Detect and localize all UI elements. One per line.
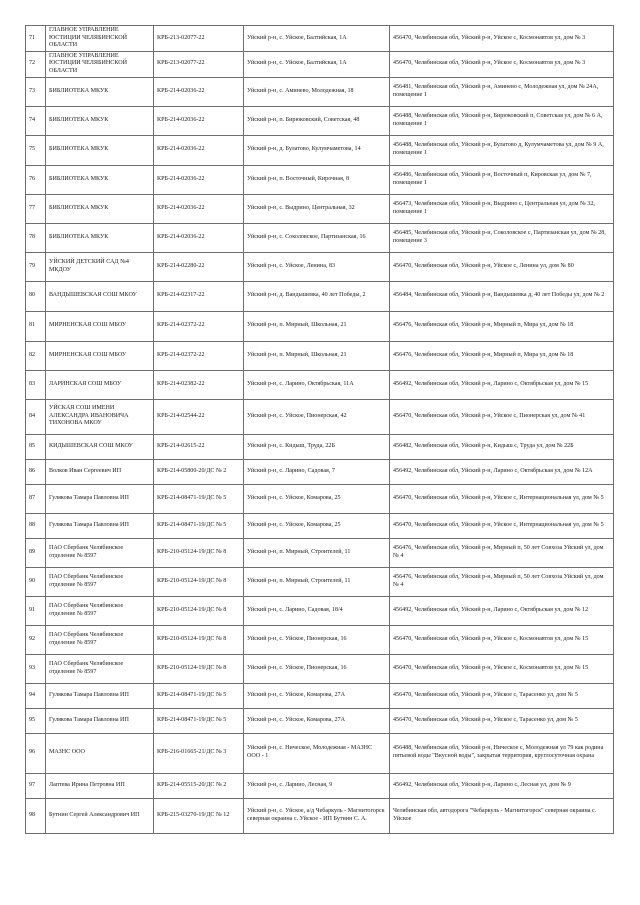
legal-address: 456492, Челябинская обл, Уйский р-н, Ларино с, Октябрьская ул, дом № 15	[390, 370, 614, 399]
table-row	[26, 106, 614, 135]
object-address: Уйский р-н, с. Ларино, Лесная, 9	[244, 773, 390, 798]
legal-address: 456485, Челябинская обл, Уйский р-н, Соколовское с, Партизанская ул, дом № 28, помещение 3	[390, 223, 614, 252]
row-number: 80	[26, 281, 46, 311]
legal-address: 456476, Челябинская обл, Уйский р-н, Мирный п, 50 лет Совхоза Уйский ул, дом № 4	[390, 538, 614, 567]
organization-name: ГЛАВНОЕ УПРАВЛЕНИЕ ЮСТИЦИИ ЧЕЛЯБИНСКОЙ ОБЛАСТИ	[46, 51, 154, 77]
object-address: Уйский р-н, с. Уйское, Ленина, 83	[244, 252, 390, 281]
organization-name: Гулякова Тамара Павловна ИП	[46, 683, 154, 708]
legal-address: 456484, Челябинская обл, Уйский р-н, Вандышевка д, 40 лет Победы ул, дом № 2	[390, 281, 614, 311]
table-row	[26, 341, 614, 370]
object-address: Уйский р-н, п. Восточный, Кирочная, 8	[244, 165, 390, 194]
organization-name: ПАО Сбербанк Челябинское отделение № 8597	[46, 596, 154, 625]
legal-address: 456481, Челябинская обл, Уйский р-н, Аминево с, Молодежная ул, дом № 24А, помещение 1	[390, 77, 614, 106]
organization-name: БИБЛИОТЕКА МКУК	[46, 223, 154, 252]
row-number: 92	[26, 625, 46, 654]
row-number: 91	[26, 596, 46, 625]
organization-name: Гулякова Тамара Павловна ИП	[46, 513, 154, 538]
table-row	[26, 596, 614, 625]
object-address: Уйский р-н, с. Уйское, Комарова, 27А	[244, 708, 390, 733]
object-address: Уйский р-н, с. Ларино, Октябрьская, 11А	[244, 370, 390, 399]
organization-name: Гулякова Тамара Павловна ИП	[46, 484, 154, 513]
object-address: Уйский р-н, п. Мирный, Строителей, 11	[244, 567, 390, 596]
legal-address: 456473, Челябинская обл, Уйский р-н, Выдрино с, Центральная ул, дом № 32, помещение 1	[390, 194, 614, 223]
organization-name: Гулякова Тамара Павловна ИП	[46, 708, 154, 733]
row-number: 84	[26, 399, 46, 434]
registration-id: КРБ-214-05515-20/ДС № 2	[154, 773, 244, 798]
registration-id: КРБ-210-05124-19/ДС № 8	[154, 596, 244, 625]
object-address: Уйский р-н, с. Уйское, Комарова, 25	[244, 484, 390, 513]
object-address: Уйский р-н, с. Кидыш, Труда, 22Б	[244, 434, 390, 459]
organization-name: Волков Иван Сергеевич ИП	[46, 459, 154, 484]
table-row	[26, 798, 614, 833]
row-number: 81	[26, 311, 46, 341]
organization-name: ВАНДЫШЕВСКАЯ СОШ МКОУ	[46, 281, 154, 311]
legal-address: 456492, Челябинская обл, Уйский р-н, Ларино с, Октябрьская ул, дом № 12А	[390, 459, 614, 484]
row-number: 95	[26, 708, 46, 733]
legal-address: 456476, Челябинская обл, Уйский р-н, Мирный п, Мира ул, дом № 18	[390, 311, 614, 341]
organization-name: ПАО Сбербанк Челябинское отделение № 8597	[46, 654, 154, 683]
registration-id: КРБ-214-02036-22	[154, 194, 244, 223]
row-number: 90	[26, 567, 46, 596]
legal-address: 456476, Челябинская обл, Уйский р-н, Мирный п, Мира ул, дом № 18	[390, 341, 614, 370]
table-row	[26, 773, 614, 798]
registration-id: КРБ-214-02382-22	[154, 370, 244, 399]
object-address: Уйский р-н, д. Вандышевка, 40 лет Победы, 2	[244, 281, 390, 311]
object-address: Уйский р-н, с. Уйское, Пионерская, 42	[244, 399, 390, 434]
table-row	[26, 567, 614, 596]
legal-address: 456470, Челябинская обл, Уйский р-н, Уйское с, Тарасенко ул, дом № 5	[390, 708, 614, 733]
legal-address: 456470, Челябинская обл, Уйский р-н, Уйское с, Космонавтов ул, дом № 3	[390, 26, 614, 52]
organization-name: ПАО Сбербанк Челябинское отделение № 8597	[46, 625, 154, 654]
table-row	[26, 135, 614, 165]
row-number: 72	[26, 51, 46, 77]
object-address: Уйский р-н, п. Мирный, Школьная, 21	[244, 341, 390, 370]
organization-name: МИРНЕНСКАЯ СОШ МБОУ	[46, 341, 154, 370]
table-row	[26, 513, 614, 538]
organization-name: УЙСКАЯ СОШ ИМЕНИ АЛЕКСАНДРА ИВАНОВИЧА ТИХОНОВА МКОУ	[46, 399, 154, 434]
registration-id: КРБ-214-08471-19/ДС № 5	[154, 513, 244, 538]
row-number: 98	[26, 798, 46, 833]
row-number: 74	[26, 106, 46, 135]
registration-id: КРБ-214-02036-22	[154, 223, 244, 252]
table-row	[26, 370, 614, 399]
table-row	[26, 733, 614, 773]
row-number: 93	[26, 654, 46, 683]
organization-name: Бутнин Сергей Александрович ИП	[46, 798, 154, 833]
object-address: Уйский р-н, п. Мирный, Строителей, 11	[244, 538, 390, 567]
legal-address: 456470, Челябинская обл, Уйский р-н, Уйское с, Пионерская ул, дом № 41	[390, 399, 614, 434]
registration-id: КРБ-210-05124-19/ДС № 8	[154, 625, 244, 654]
table-row	[26, 51, 614, 77]
registry-table-body	[26, 26, 614, 834]
organization-name: МИРНЕНСКАЯ СОШ МБОУ	[46, 311, 154, 341]
organization-name: БИБЛИОТЕКА МКУК	[46, 77, 154, 106]
table-row	[26, 484, 614, 513]
table-row	[26, 683, 614, 708]
legal-address: 456482, Челябинская обл, Уйский р-н, Кидыш с, Труда ул, дом № 22Б	[390, 434, 614, 459]
row-number: 75	[26, 135, 46, 165]
row-number: 94	[26, 683, 46, 708]
object-address: Уйский р-н, с. Уйское, а/д Чебаркуль - Магнитогорск северная окраина с. Уйское - ИП Бутнин С. А.	[244, 798, 390, 833]
table-row	[26, 654, 614, 683]
legal-address: 456492, Челябинская обл, Уйский р-н, Ларино с, Октябрьская ул, дом № 12	[390, 596, 614, 625]
row-number: 86	[26, 459, 46, 484]
row-number: 87	[26, 484, 46, 513]
table-row	[26, 194, 614, 223]
registration-id: КРБ-214-02036-22	[154, 77, 244, 106]
organization-name: ГЛАВНОЕ УПРАВЛЕНИЕ ЮСТИЦИИ ЧЕЛЯБИНСКОЙ ОБЛАСТИ	[46, 26, 154, 52]
organization-name: ПАО Сбербанк Челябинское отделение № 8597	[46, 538, 154, 567]
table-row	[26, 459, 614, 484]
legal-address: 456486, Челябинская обл, Уйский р-н, Восточный п, Кировская ул, дом № 7, помещение 1	[390, 165, 614, 194]
legal-address: 456476, Челябинская обл, Уйский р-н, Мирный п, 50 лет Совхоза Уйский ул, дом № 4	[390, 567, 614, 596]
table-row	[26, 311, 614, 341]
organization-name: КИДЫШЕВСКАЯ СОШ МКОУ	[46, 434, 154, 459]
object-address: Уйский р-н, с. Уйское, Балтийская, 1А	[244, 51, 390, 77]
legal-address: 456488, Челябинская обл, Уйский р-н, Ническое с, Молодежная ул 79 как родина пятьевой воды "Вкусной воды", закрытая территория, круглосуточная охрана	[390, 733, 614, 773]
table-row	[26, 625, 614, 654]
registration-id: КРБ-210-05124-19/ДС № 8	[154, 538, 244, 567]
registration-id: КРБ-214-02544-22	[154, 399, 244, 434]
object-address: Уйский р-н, с. Ларино, Садовая, 7	[244, 459, 390, 484]
table-row	[26, 223, 614, 252]
table-row	[26, 281, 614, 311]
registration-id: КРБ-214-02036-22	[154, 135, 244, 165]
object-address: Уйский р-н, с. Уйское, Балтийская, 1А	[244, 26, 390, 52]
row-number: 76	[26, 165, 46, 194]
registration-id: КРБ-214-08471-19/ДС № 5	[154, 484, 244, 513]
legal-address: 456488, Челябинская обл, Уйский р-н, Бирюковский п, Советская ул, дом № 6 А, помещение 1	[390, 106, 614, 135]
object-address: Уйский р-н, с. Ларино, Садовая, 18/4	[244, 596, 390, 625]
organization-name: ПАО Сбербанк Челябинское отделение № 8597	[46, 567, 154, 596]
object-address: Уйский р-н, с. Уйское, Пионерская, 16	[244, 654, 390, 683]
legal-address: Челябинская обл, автодорога "Чебаркуль - Магнитогорск" северная окраина с. Уйское	[390, 798, 614, 833]
organization-name: МАЗНС ООО	[46, 733, 154, 773]
registration-id: КРБ-213-02077-22	[154, 51, 244, 77]
object-address: Уйский р-н, с. Уйское, Комарова, 25	[244, 513, 390, 538]
table-row	[26, 26, 614, 52]
row-number: 85	[26, 434, 46, 459]
row-number: 96	[26, 733, 46, 773]
registration-id: КРБ-213-02077-22	[154, 26, 244, 52]
legal-address: 456470, Челябинская обл, Уйский р-н, Уйское с, Ленина ул, дом № 80	[390, 252, 614, 281]
registration-id: КРБ-210-05124-19/ДС № 8	[154, 654, 244, 683]
row-number: 78	[26, 223, 46, 252]
legal-address: 456470, Челябинская обл, Уйский р-н, Уйское с, Интернациональная ул, дом № 5	[390, 513, 614, 538]
registration-id: КРБ-214-02372-22	[154, 341, 244, 370]
organization-name: БИБЛИОТЕКА МКУК	[46, 194, 154, 223]
object-address: Уйский р-н, с. Соколовское, Партизанская, 16	[244, 223, 390, 252]
legal-address: 456488, Челябинская обл, Уйский р-н, Булатово д, Кулумчаметова ул, дом № 9 А, помещение 1	[390, 135, 614, 165]
organization-name: Лаптева Ирина Петровна ИП	[46, 773, 154, 798]
organization-name: БИБЛИОТЕКА МКУК	[46, 106, 154, 135]
registration-id: КРБ-214-08471-19/ДС № 5	[154, 708, 244, 733]
object-address: Уйский р-н, с. Ническое, Молодежная - МАЗНС ООО - 1	[244, 733, 390, 773]
table-row	[26, 252, 614, 281]
organization-name: БИБЛИОТЕКА МКУК	[46, 165, 154, 194]
registration-id: КРБ-214-02280-22	[154, 252, 244, 281]
object-address: Уйский р-н, с. Аминево, Молодежная, 18	[244, 77, 390, 106]
registration-id: КРБ-214-02317-22	[154, 281, 244, 311]
registration-id: КРБ-214-02615-22	[154, 434, 244, 459]
table-row	[26, 434, 614, 459]
row-number: 89	[26, 538, 46, 567]
organization-name: УЙСКИЙ ДЕТСКИЙ САД №4 МКДОУ	[46, 252, 154, 281]
registration-id: КРБ-216-01665-21/ДС № 3	[154, 733, 244, 773]
object-address: Уйский р-н, п. Бирюковский, Советская, 48	[244, 106, 390, 135]
registry-table	[25, 25, 614, 834]
row-number: 82	[26, 341, 46, 370]
registration-id: КРБ-214-02036-22	[154, 165, 244, 194]
object-address: Уйский р-н, с. Уйское, Комарова, 27А	[244, 683, 390, 708]
legal-address: 456470, Челябинская обл, Уйский р-н, Уйское с, Космонавтов ул, дом № 15	[390, 654, 614, 683]
row-number: 97	[26, 773, 46, 798]
legal-address: 456492, Челябинская обл, Уйский р-н, Ларино с, Лесная ул, дом № 9	[390, 773, 614, 798]
object-address: Уйский р-н, с. Выдрино, Центральная, 32	[244, 194, 390, 223]
registration-id: КРБ-214-02036-22	[154, 106, 244, 135]
row-number: 83	[26, 370, 46, 399]
registration-id: КРБ-215-03270-19/ДС № 12	[154, 798, 244, 833]
object-address: Уйский р-н, п. Мирный, Школьная, 21	[244, 311, 390, 341]
row-number: 77	[26, 194, 46, 223]
row-number: 71	[26, 26, 46, 52]
legal-address: 456470, Челябинская обл, Уйский р-н, Уйское с, Космонавтов ул, дом № 15	[390, 625, 614, 654]
table-row	[26, 399, 614, 434]
object-address: Уйский р-н, д. Булатово, Кулумчаметова, 14	[244, 135, 390, 165]
object-address: Уйский р-н, с. Уйское, Пионерская, 16	[244, 625, 390, 654]
registration-id: КРБ-214-08471-19/ДС № 5	[154, 683, 244, 708]
organization-name: БИБЛИОТЕКА МКУК	[46, 135, 154, 165]
table-row	[26, 708, 614, 733]
registration-id: КРБ-214-02372-22	[154, 311, 244, 341]
table-row	[26, 77, 614, 106]
table-row	[26, 538, 614, 567]
registration-id: КРБ-214-05800-20/ДС № 2	[154, 459, 244, 484]
row-number: 88	[26, 513, 46, 538]
row-number: 79	[26, 252, 46, 281]
legal-address: 456470, Челябинская обл, Уйский р-н, Уйское с, Тарасенко ул, дом № 5	[390, 683, 614, 708]
registration-id: КРБ-210-05124-19/ДС № 8	[154, 567, 244, 596]
row-number: 73	[26, 77, 46, 106]
organization-name: ЛАРИНСКАЯ СОШ МБОУ	[46, 370, 154, 399]
legal-address: 456470, Челябинская обл, Уйский р-н, Уйское с, Интернациональная ул, дом № 5	[390, 484, 614, 513]
legal-address: 456470, Челябинская обл, Уйский р-н, Уйское с, Космонавтов ул, дом № 3	[390, 51, 614, 77]
table-row	[26, 165, 614, 194]
